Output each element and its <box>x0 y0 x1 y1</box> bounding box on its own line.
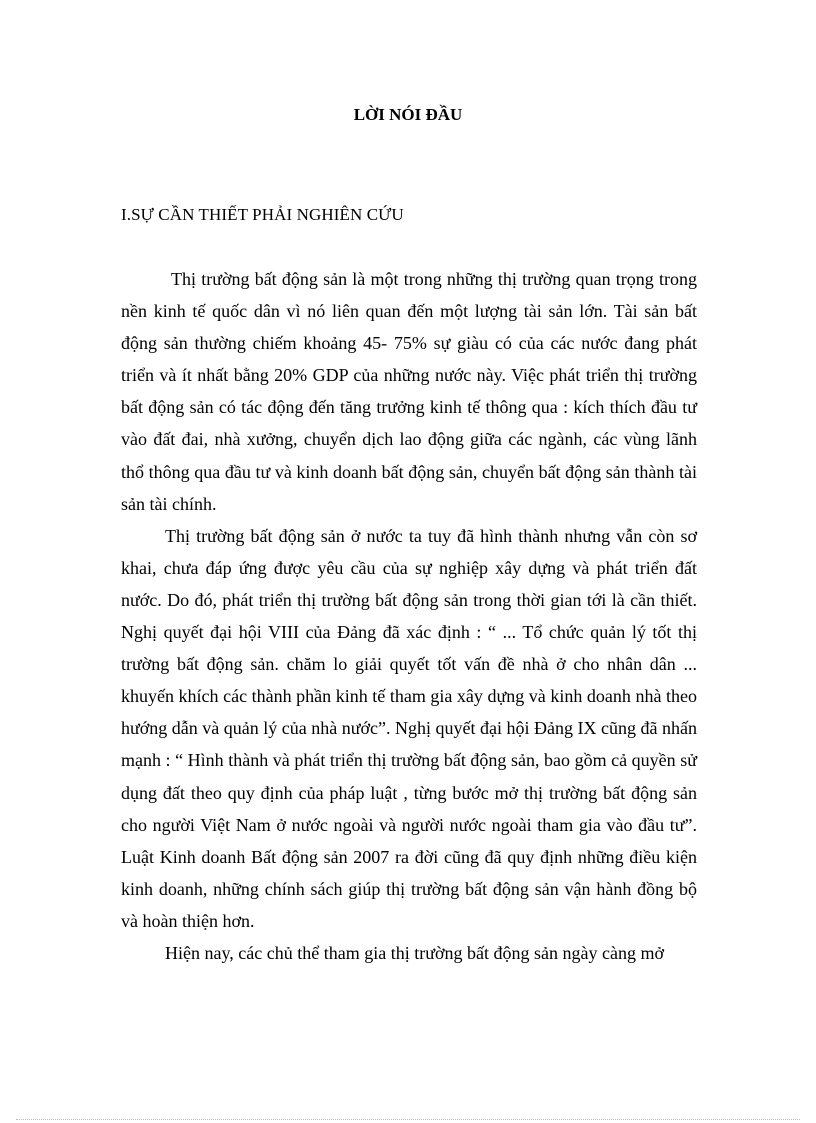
paragraph-1: Thị trường bất động sản là một trong những thị trường quan trọng trong nền kinh tế quốc dân vì nó liên quan đến một lượng tài sản lớn. Tài sản bất động sản thường chiếm khoảng 45- 75% sự giàu có của các nước đang phát triển và ít nhất bằng 20% GDP của những nước này. Việc phát triển thị trường bất động sản có tác động đến tăng trưởng kinh tế thông qua : kích thích đầu tư vào đất đai, nhà xưởng, chuyển dịch lao động giữa các ngành, các vùng lãnh thổ thông qua đầu tư và kinh doanh bất động sản, chuyển bất động sản thành tài sản tài chính. <box>121 269 697 514</box>
body-text <box>121 263 697 969</box>
paragraph-3-text: Hiện nay, các chủ thể tham gia thị trường bất động sản ngày càng mở <box>165 942 664 963</box>
paragraph-2: Thị trường bất động sản ở nước ta tuy đã hình thành nhưng vẫn còn sơ khai, chưa đáp ứng được yêu cầu của sự nghiệp xây dựng và phát triển đất nước. Do đó, phát triển thị trường bất động sản trong thời gian tới là cần thiết. Nghị quyết đại hội VIII của Đảng đã xác định : “ ... Tổ chức quản lý tốt thị trường bất động sản. chăm lo giải quyết tốt vấn đề nhà ở cho nhân dân ... khuyến khích các thành phần kinh tế tham gia xây dựng và kinh doanh nhà theo hướng dẫn và quản lý của nhà nước”. Nghị quyết đại hội Đảng IX cũng đã nhấn mạnh : “ Hình thành và phát triển thị trường bất động sản, bao gồm cả quyền sử dụng đất theo quy định của pháp luật , từng bước mở thị trường bất động sản cho người Việt Nam ở nước ngoài và người nước ngoài tham gia vào đầu tư”. Luật Kinh doanh Bất động sản 2007 ra đời cũng đã quy định những điều kiện kinh doanh, những chính sách giúp thị trường bất động sản vận hành đồng bộ và hoàn thiện hơn. <box>121 525 697 931</box>
paragraph-3 <box>121 937 697 969</box>
section-heading: I.SỰ CẦN THIẾT PHẢI NGHIÊN CỨU <box>121 205 404 224</box>
page-bottom-rule <box>16 1119 800 1120</box>
page-title: LỜI NÓI ĐẦU <box>353 105 463 124</box>
